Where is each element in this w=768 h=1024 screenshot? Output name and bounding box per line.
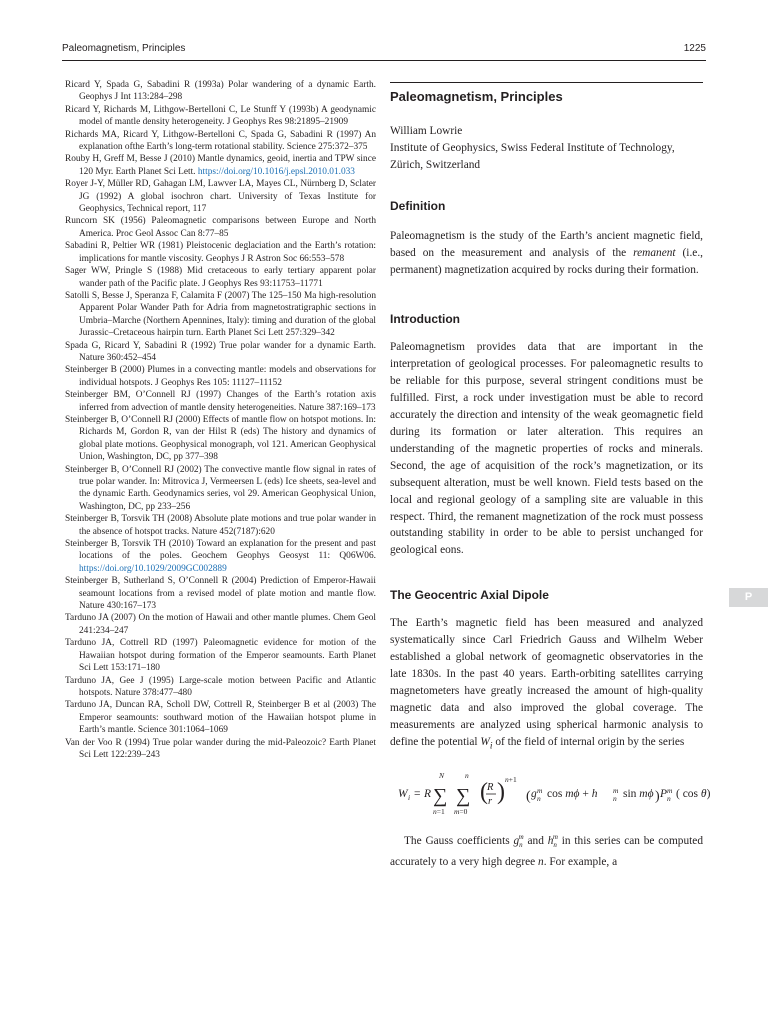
reference-text: Steinberger B, Torsvik TH (2010) Toward an explanation for the present and past locations of the poles. Geochem Geophys Geosyst 11: Q06W06. [65,539,376,562]
svg-text:m=0: m=0 [454,806,468,816]
svg-text:P: P [660,787,668,800]
reference-text: Spada G, Ricard Y, Sabadini R (1992) True polar wander for a dynamic Earth. Nature 360:452–454 [65,340,376,363]
svg-text:N: N [439,770,445,780]
geocentric-heading: The Geocentric Axial Dipole [390,588,549,603]
reference-item [65,699,376,736]
svg-text:n: n [613,793,617,803]
svg-text:=: = [414,787,421,800]
author-name: William Lowrie [390,125,463,137]
reference-item [65,129,376,154]
reference-item [65,675,376,700]
reference-item [65,513,376,538]
svg-text:∑: ∑ [456,784,471,807]
svg-text:n: n [537,793,541,803]
section-thumb-tab: P [729,588,768,607]
author-affiliation: Institute of Geophysics, Swiss Federal Institute of Technology, Zürich, Switzerland [390,141,675,171]
reference-item [65,79,376,104]
reference-text: Runcorn SK (1956) Paleomagnetic comparisons between Europe and North America. Proc Geol Assoc Can 8:77–85 [65,216,376,239]
reference-item [65,104,376,129]
reference-text: Steinberger B, O’Connell RJ (2000) Effects of mantle flow on hotspot motions. In: Richards M, Gordon R, van der Hilst R (eds) The history and dynamics of global plate motions. Geophysical monograph, vol 121. American Geophysical Union, Washington, DC, pp 377–398 [65,414,376,463]
geocentric-paragraph: The Earth’s magnetic field has been measured and analyzed systematically since Carl Friedrich Gauss and Wilhelm Weber established a global network of geomagnetic observatories in the late 1830s. In the past 40 years. Earth-orbiting satellites carrying magnetometers have greatly increased the amount of high-quality magnetic data and also improved the global coverage. The measurements are analyzed using spherical harmonic analysis to define the potential $W_i$ of the field of internal origin by the series [390,617,703,751]
introduction-paragraph: Paleomagnetism provides data that are important in the interpretation of geological processes. For paleomagnetic results to be reliable for this purpose, several stringent conditions must be fulfilled. First, a rock under investigation must be able to record accurately the direction and intensity of the weak geomagnetic field during its formation or later alteration. This requires an understanding of the magnetic properties of rocks and minerals. Second, the age of acquisition of the rock’s magnetization, or its subsequent alteration, must be well known. Field tests based on the local and regional geology of a sampling site are valuable in this respect. Third, the remanent magnetization of the rock must possess outstanding stability in order to be able to persist unchanged for geological eons. [390,341,703,557]
reference-item [65,389,376,414]
svg-text:g: g [531,787,537,800]
reference-text: Satolli S, Besse J, Speranza F, Calamita F (2007) The 125–150 Ma high-resolution Apparent Polar Wander Path for Adria from magnetostratigraphic sections in Umbria–Marche (Northern Apennines, Italy): timing and duration of the global Jurassic–Cretaceous hairpin turn. Earth Planet Sci Lett 257:329–342 [65,290,376,339]
svg-text:i: i [408,792,411,802]
svg-text:n: n [667,793,671,803]
references-column [65,79,376,761]
reference-item [65,737,376,762]
reference-text: Rouby H, Greff M, Besse J (2010) Mantle dynamics, geoid, inertia and TPW since 120 Myr. Earth Planet Sci Lett. [65,154,376,177]
reference-item [65,364,376,389]
svg-text:(: ( [480,778,488,805]
reference-item [65,290,376,340]
svg-text:∑: ∑ [433,784,448,807]
running-header-title: Paleomagnetism, Principles [62,43,186,54]
svg-text:sin mϕ: sin mϕ [623,787,654,800]
reference-item [65,240,376,265]
reference-item [65,414,376,464]
header-rule [62,60,706,61]
reference-text: Sabadini R, Peltier WR (1981) Pleistocenic deglaciation and the Earth’s rotation: implications for mantle viscosity. Geophys J R Astron Soc 66:553–578 [65,241,376,264]
reference-text: Steinberger B, Torsvik TH (2008) Absolute plate motions and true polar wander in the absence of hotspot tracks. Nature 452(7187):620 [65,514,376,537]
definition-paragraph: Paleomagnetism is the study of the Earth’s ancient magnetic field, based on the measurement and analysis of the remanent (i.e., permanent) magnetization acquired by rocks during their formation. [390,229,703,276]
article-title: Paleomagnetism, Principles [390,89,563,104]
svg-text:n+1: n+1 [505,774,517,784]
reference-item [65,575,376,612]
svg-text:cos mϕ + h: cos mϕ + h [547,787,598,800]
reference-text: Steinberger BM, O’Connell RJ (1997) Changes of the Earth’s rotation axis inferred from advection of mantle density heterogeneities. Nature 387:169–173 [65,390,376,413]
gauss-coefficients-paragraph: The Gauss coefficients $g_n^m$ and $h_n^m$ in this series can be computed accurately to a very high degree n. For example, a [390,832,703,868]
svg-text:W: W [398,787,408,800]
reference-text: Tarduno JA (2007) On the motion of Hawaii and other mantle plumes. Chem Geol 241:234–247 [65,613,376,636]
svg-text:R: R [424,787,432,800]
svg-text:( cos θ): ( cos θ) [676,787,711,800]
reference-item [65,612,376,637]
svg-text:m: m [667,785,673,795]
svg-text:R: R [487,781,494,793]
reference-text: Ricard Y, Richards M, Lithgow-Bertelloni C, Le Stunff Y (1993b) A geodynamic model of mantle density heterogeneity. J Geophys Res 98:21895–21909 [65,104,376,128]
svg-text:r: r [488,795,493,807]
reference-text: Tarduno JA, Duncan RA, Scholl DW, Cottrell R, Steinberger B et al (2003) The Emperor seamounts: southward motion of the Hawaiian hotspot plume in Earth’s mantle. Science 301:1064–1069 [65,700,376,736]
reference-item [65,178,376,215]
reference-text: Van der Voo R (1994) True polar wander during the mid-Paleozoic? Earth Planet Sci Lett 122:239–243 [65,737,376,760]
reference-text: Tarduno JA, Cottrell RD (1997) Paleomagnetic evidence for motion of the Hawaiian hotspot during formation of the Emperor seamounts. Earth Planet Sci Lett 153:171–180 [65,638,376,674]
reference-text: Ricard Y, Spada G, Sabadini R (1993a) Polar wandering of a dynamic Earth. Geophys J Int 113:284–298 [65,80,376,103]
reference-item [65,538,376,575]
svg-text:): ) [497,778,505,805]
svg-text:n: n [465,770,469,780]
reference-item [65,153,376,178]
svg-text:n=1: n=1 [433,806,445,816]
gauss-potential-equation [390,767,711,821]
reference-item [65,637,376,674]
page-number: 1225 [683,43,706,54]
reference-text: Tarduno JA, Gee J (1995) Large-scale motion between Pacific and Atlantic hotspots. Nature 378:477–480 [65,675,376,698]
definition-heading: Definition [390,198,446,213]
reference-item [65,215,376,240]
svg-text:m: m [613,785,619,795]
reference-item [65,265,376,290]
reference-text: Steinberger B (2000) Plumes in a convecting mantle: models and observations for individual hotspots. J Geophys Res 105: 11127–11152 [65,365,376,388]
reference-text: Royer J-Y, Müller RD, Gahagan LM, Lawver LA, Mayes CL, Nürnberg D, Sclater JG (1992) A global isochron chart. University of Texas Institute for Geophysics, Technical report, 117 [65,179,376,215]
reference-text: Sager WW, Pringle S (1988) Mid cretaceous to early tertiary apparent polar wander path of the Pacific plate. J Geophys Res 93:11753–11771 [65,266,376,289]
reference-text: Steinberger B, O’Connell RJ (2002) The convective mantle flow signal in rates of true polar wander. In: Mitrovica J, Vermeersen L (eds) Ice sheets, sea-level and the dynamic Earth. Geodynamics series, vol 29. American Geophysical Union, Washington, DC, pp 233–256 [65,464,376,512]
title-rule [390,82,703,83]
doi-link[interactable]: https://doi.org/10.1029/2009GC002889 [79,563,227,574]
reference-text: Richards MA, Ricard Y, Lithgow-Bertelloni C, Spada G, Sabadini R (1997) An explanation ofthe Earth’s long-term rotational stability. Science 275:372–375 [65,129,376,153]
svg-text:(: ( [526,788,531,804]
introduction-heading: Introduction [390,312,460,327]
svg-text:): ) [655,788,660,804]
svg-text:m: m [537,785,543,795]
reference-text: Steinberger B, Sutherland S, O’Connell R (2004) Prediction of Emperor-Hawaii seamount locations from a revised model of plate motion and mantle flow. Nature 430:167–173 [65,576,376,612]
reference-item [65,340,376,365]
article-column [390,79,711,871]
doi-link[interactable]: https://doi.org/10.1016/j.epsl.2010.01.033 [197,166,355,177]
reference-item [65,464,376,514]
